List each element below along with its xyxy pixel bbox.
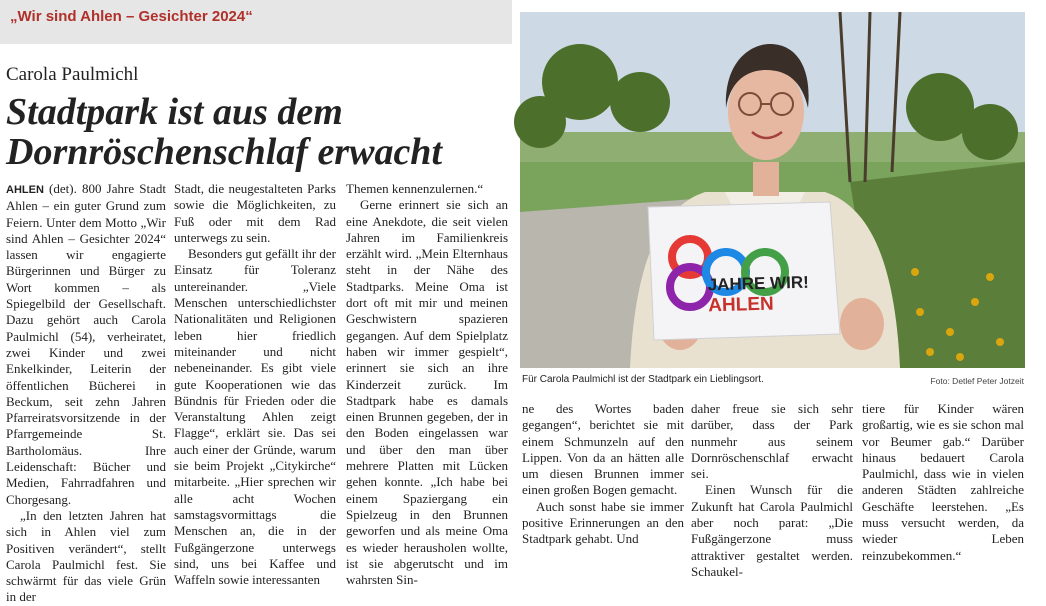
paragraph: „In den letzten Jahren hat sich in Ahlen viel zum Positiven verändert“, stellt Carola Paulmichl fest. Sie schwärmt für das viele Grün in der (6, 507, 166, 605)
sign-text (707, 273, 809, 318)
article-column-4 (522, 401, 684, 548)
headline-line-1: Stadtpark ist aus dem (6, 91, 343, 133)
sign-number (520, 12, 521, 13)
kicker-bar (0, 0, 512, 44)
article-column-1 (6, 181, 166, 606)
article-column-3 (346, 181, 508, 588)
byline: Carola Paulmichl (6, 64, 139, 85)
kicker-text: „Wir sind Ahlen – Gesichter 2024“ (10, 8, 253, 25)
paragraph: daher freue sie sich sehr darüber, dass der Park nunmehr aus seinem Dornröschenschlaf erwacht sei. (691, 401, 853, 482)
photo-caption: Für Carola Paulmichl ist der Stadtpark ein Lieblingsort. (522, 374, 764, 385)
photo-credit: Foto: Detlef Peter Jotzeit (930, 376, 1024, 386)
paragraph: ne des Wortes baden gegangen“, berichtet sie mit einem Schmunzeln auf den Lippen. Von da an hätten alle um diesen Brunnen immer einen großen Bogen gemacht. (522, 401, 684, 498)
paragraph: Stadt, die neugestalteten Parks sowie die Möglichkeiten, zu Fuß oder mit dem Rad unterwegs zu sein. (174, 181, 336, 245)
paragraph: tiere für Kinder wären großartig, wie es sie schon mal vor Beumer gab.“ Darüber hinaus bedauert Carola Paulmichl, dass wie in vielen anderen Städten zahlreiche Geschäfte leerstehen. „Es muss versucht werden, da wieder Leben reinzubekommen.“ (862, 401, 1024, 563)
paragraph-intro-text: (det). 800 Jahre Stadt Ahlen – ein guter Grund zum Feiern. Unter dem Motto „Wir sind Ahlen – Gesichter 2024“ lassen wir engagierte Bürgerinnen und Bürger zu Wort kommen – als Spiegelbild der Gesellschaft. Dazu gehört auch Carola Paulmichl (54), verheiratet, zwei Kinder und zwei Enkelkinder, Leiterin der öffentlichen Bücherei in Beckum, seit zehn Jahren Pfarreiratsvorsitzende in der Pfarrgemeinde St. Bartholomäus. Ihre Leidenschaft: Bücher und Medien, Fahrradfahren und Chorgesang. (6, 181, 166, 507)
sign-line-1: JAHRE WIR! (707, 272, 809, 295)
paragraph-intro (6, 181, 166, 508)
paragraph: Auch sonst habe sie immer positive Erinnerungen an den Stadtpark gehabt. Und (522, 498, 684, 547)
article-column-5 (691, 401, 853, 580)
paragraph: Besonders gut gefällt ihr der Einsatz für Toleranz untereinander. „Viele Menschen unterschiedlichster Nationalitäten und Religionen leben hier friedlich miteinander und nicht nebeneinander. Es gibt viele gute Kooperationen wie das Bündnis für Frieden oder die Veranstaltung Ahlen zeigt Flagge“, erklärt sie. Das sei auch einer der Gründe, warum sie beim Projekt „Citykirche“ mitarbeite. „Hier sprechen wir alle acht Wochen samstagsvormittags die Menschen an, die in der Fußgängerzone unterwegs sind, uns bei Kaffee und Waffeln sowie interessanten (174, 246, 337, 588)
headline-line-2: Dornröschenschlaf erwacht (6, 131, 442, 173)
paragraph: Gerne erinnert sie sich an eine Anekdote, die seit vielen Jahren im Familienkreis erzählt wird. „Mein Elternhaus steht in der Nähe des Stadtparks. Meine Oma ist dort oft mit mir und meinen Geschwistern spazieren gegangen. Auf dem Spielplatz haben wir immer gespielt“, erinnert sie sich an ihre Kinderzeit zurück. Im Stadtpark habe es damals einen Brunnen gegeben, der in den Boden eingelassen war und über den man über mehrere Platten mit Lücken gehen konnte. „Ich habe bei einem Spaziergang ein Spielzeug in den Brunnen geworfen und als meine Oma es wieder herausholen wollte, ist sie abgerutscht und im wahrsten Sin- (346, 197, 508, 588)
headline (6, 92, 511, 172)
sign-line-2: AHLEN (707, 293, 774, 317)
paragraph: Einen Wunsch für die Zukunft hat Carola Paulmichl aber noch parat: „Die Fußgängerzone muss attraktiver gestaltet werden. Schaukel- (691, 482, 853, 579)
article-column-6 (862, 401, 1024, 564)
article-photo (520, 12, 1025, 368)
paragraph: Themen kennenzulernen.“ (346, 181, 484, 196)
article-column-2 (174, 181, 336, 588)
dateline-place: AHLEN (6, 184, 44, 196)
